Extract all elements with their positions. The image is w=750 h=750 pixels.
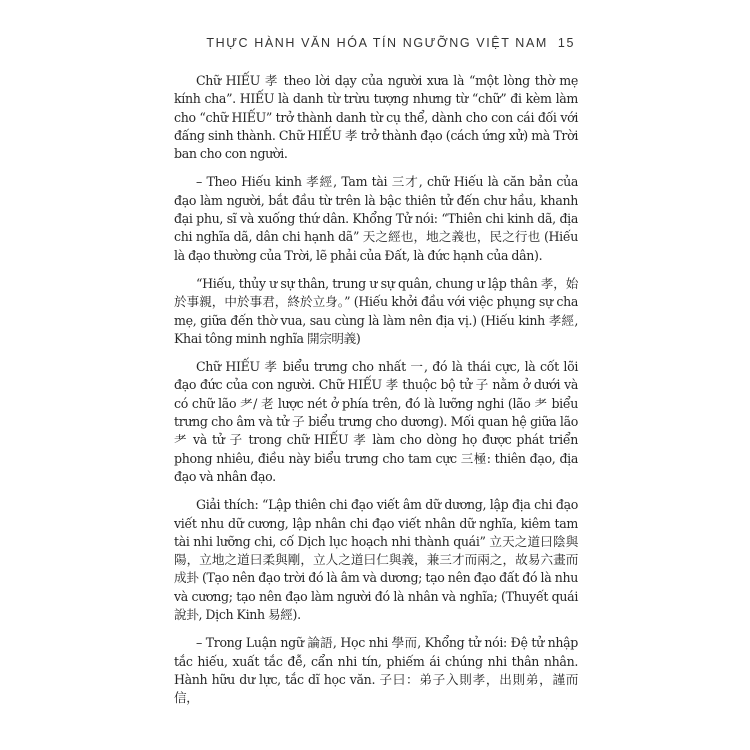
paragraph: Chữ HIẾU 孝 biểu trưng cho nhất 一, đó là thái cực, là cốt lõi đạo đức của con người. Chữ HIẾU 孝 thuộc bộ tử 子 nằm ở dưới và có chữ lão 耂/ 老 lược nét ở phía trên, đó là lưỡng nghi (lão 耂 biểu trưng cho âm và tử 子 biểu trưng cho dương). Mối quan hệ giữa lão 耂 và tử 子 trong chữ HIẾU 孝 làm cho dòng họ được phát triển phong nhiêu, điều này biểu trưng cho tam cực 三極: thiên đạo, địa đạo và nhân đạo. [174,359,578,484]
running-header [206,36,575,50]
paragraph: – Trong Luận ngữ 論語, Học nhi 學而, Khổng tử nói: Đệ tử nhập tắc hiếu, xuất tắc đễ, cẩn nhi tín, phiếm ái chúng nhi thân nhân. Hành hữu dư lực, tắc dĩ học văn. 子曰：弟子入則孝，出則弟，謹而信， [174,635,578,706]
body-text [174,72,578,708]
paragraph: Giải thích: “Lập thiên chi đạo viết âm dữ dương, lập địa chi đạo viết nhu dữ cương, lập nhân chi đạo viết nhân dữ nghĩa, kiêm tam tài nhi lưỡng chi, cố Dịch lục hoạch nhi thành quái” 立天之道曰陰與陽，立地之道曰柔與剛，立人之道曰仁與義，兼三才而兩之，故易六畫而成卦 (Tạo nên đạo trời đó là âm và dương; tạo nên đạo đất đó là nhu và cương; tạo nên đạo làm người đó là nhân và nghĩa; (Thuyết quái 說卦, Dịch Kinh 易經). [174,497,578,623]
paragraph: – Theo Hiếu kinh 孝經, Tam tài 三才, chữ Hiếu là căn bản của đạo làm người, bắt đầu từ trên là bậc thiên tử đến chư hầu, khanh đại phu, sĩ và xuống thứ dân. Khổng Tử nói: “Thiên chi kinh dã, địa chi nghĩa dã, dân chi hạnh dã” 天之經也，地之義也，民之行也 (Hiếu là đạo thường của Trời, lẽ phải của Đất, là đức hạnh của dân). [174,174,578,263]
paragraph: Chữ HIẾU 孝 theo lời dạy của người xưa là “một lòng thờ mẹ kính cha”. HIẾU là danh từ trừu tượng nhưng từ “chữ” đi kèm làm cho “chữ HIẾU” trở thành danh từ cụ thể, dành cho con cái đối với đấng sinh thành. Chữ HIẾU 孝 trở thành đạo (cách ứng xử) mà Trời ban cho con người. [174,73,578,162]
paragraph: “Hiếu, thủy ư sự thân, trung ư sự quân, chung ư lập thân 孝，始於事親，中於事君，終於立身。” (Hiếu khởi đầu với việc phụng sự cha mẹ, giữa đến thờ vua, sau cùng là làm nên địa vị.) (Hiếu kinh 孝經, Khai tông minh nghĩa 開宗明義) [174,275,578,346]
header-title: THỰC HÀNH VĂN HÓA TÍN NGƯỠNG VIỆT NAM [206,36,548,50]
page-number: 15 [557,36,575,50]
